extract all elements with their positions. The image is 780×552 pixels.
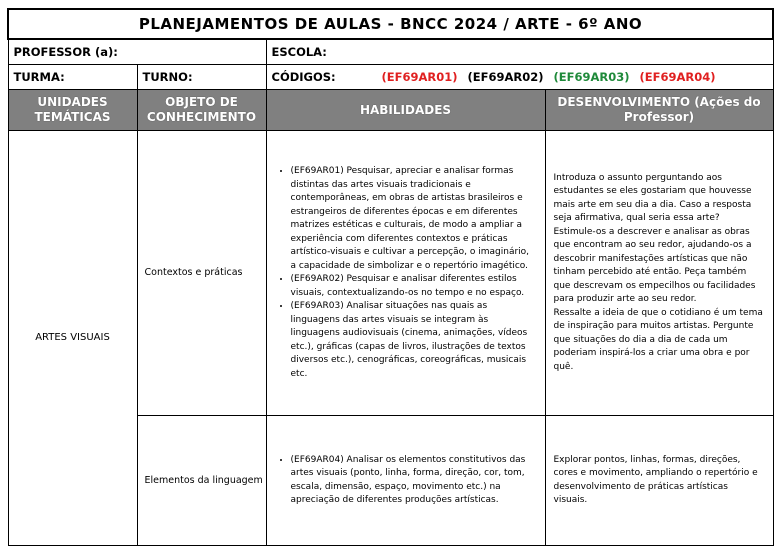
habilidades-list bbox=[277, 165, 537, 381]
lesson-plan-document bbox=[7, 8, 772, 546]
habilidades-list bbox=[277, 454, 537, 508]
code-ef69ar01: (EF69AR01) bbox=[381, 70, 458, 84]
desenvolvimento-cell-1 bbox=[545, 131, 773, 416]
column-header-unidades: UNIDADES TEMÁTICAS bbox=[8, 90, 137, 131]
column-header-habilidades: HABILIDADES bbox=[266, 90, 545, 131]
page-title: PLANEJAMENTOS DE AULAS - BNCC 2024 / ARTE - 6º ANO bbox=[8, 9, 773, 39]
habilidade-ef69ar02: • (EF69AR02) Pesquisar e analisar diferentes estilos visuais, contextualizando-os no tempo e no espaço. bbox=[291, 273, 537, 300]
professor-field: PROFESSOR (a): bbox=[8, 39, 266, 65]
habilidades-cell-1 bbox=[266, 131, 545, 416]
objeto-elementos-linguagem: Elementos da linguagem bbox=[137, 416, 266, 546]
objeto-contextos-praticas: Contextos e práticas bbox=[137, 131, 266, 416]
habilidades-cell-2 bbox=[266, 416, 545, 546]
lesson-plan-table bbox=[7, 8, 774, 546]
code-ef69ar03: (EF69AR03) bbox=[553, 70, 630, 84]
turma-field: TURMA: bbox=[8, 65, 137, 90]
desenvolvimento-paragraph-1: Introduza o assunto perguntando aos estudantes se eles gostariam que houvesse mais arte em seu dia a dia. Caso a resposta seja afirmativa, qual seria essa arte? Estimule-os a descrever e analisar as obras que encontram ao seu redor, ajudando-os a descobrir manifestações artísticas que não tinham percebido até então. Peça também que descrevam os empecilhos ou facilidades para produzir arte ao seu redor. bbox=[553, 172, 756, 305]
code-ef69ar02: (EF69AR02) bbox=[467, 70, 544, 84]
column-header-objeto: OBJETO DE CONHECIMENTO bbox=[137, 90, 266, 131]
desenvolvimento-cell-2: Explorar pontos, linhas, formas, direções, cores e movimento, ampliando o repertório e desenvolvimento de práticas artísticas visuais. bbox=[545, 416, 773, 546]
habilidade-ef69ar03: • (EF69AR03) Analisar situações nas quais as linguagens das artes visuais se integram às linguagens audiovisuais (cinema, animações, vídeos etc.), gráficas (capas de livros, ilustrações de textos diversos etc.), cenográficas, coreográficas, musicais etc. bbox=[291, 300, 537, 381]
escola-field: ESCOLA: bbox=[266, 39, 773, 65]
unidade-tematica-cell: ARTES VISUAIS bbox=[8, 131, 137, 546]
code-ef69ar04: (EF69AR04) bbox=[639, 70, 716, 84]
desenvolvimento-paragraph-2: Ressalte a ideia de que o cotidiano é um tema de inspiração para muitos artistas. Pergunte que situações do dia a dia de cada um poderiam inspirá-los a criar uma obra e por quê. bbox=[553, 307, 763, 372]
habilidade-ef69ar01: • (EF69AR01) Pesquisar, apreciar e analisar formas distintas das artes visuais tradicionais e contemporâneas, em obras de artistas brasileiros e estrangeiros de diferentes épocas e em diferentes matrizes estéticas e culturais, de modo a ampliar a experiência com diferentes contextos e práticas artístico-visuais e cultivar a percepção, o imaginário, a capacidade de simbolizar e o repertório imagético. bbox=[291, 165, 537, 273]
column-header-desenvolvimento: DESENVOLVIMENTO (Ações do Professor) bbox=[545, 90, 773, 131]
codigos-field bbox=[266, 65, 773, 90]
turno-field: TURNO: bbox=[137, 65, 266, 90]
habilidade-ef69ar04: • (EF69AR04) Analisar os elementos constitutivos das artes visuais (ponto, linha, forma, direção, cor, tom, escala, dimensão, espaço, movimento etc.) na apreciação de diferentes produções artísticas. bbox=[291, 454, 537, 508]
codigos-label: CÓDIGOS: bbox=[271, 70, 336, 84]
